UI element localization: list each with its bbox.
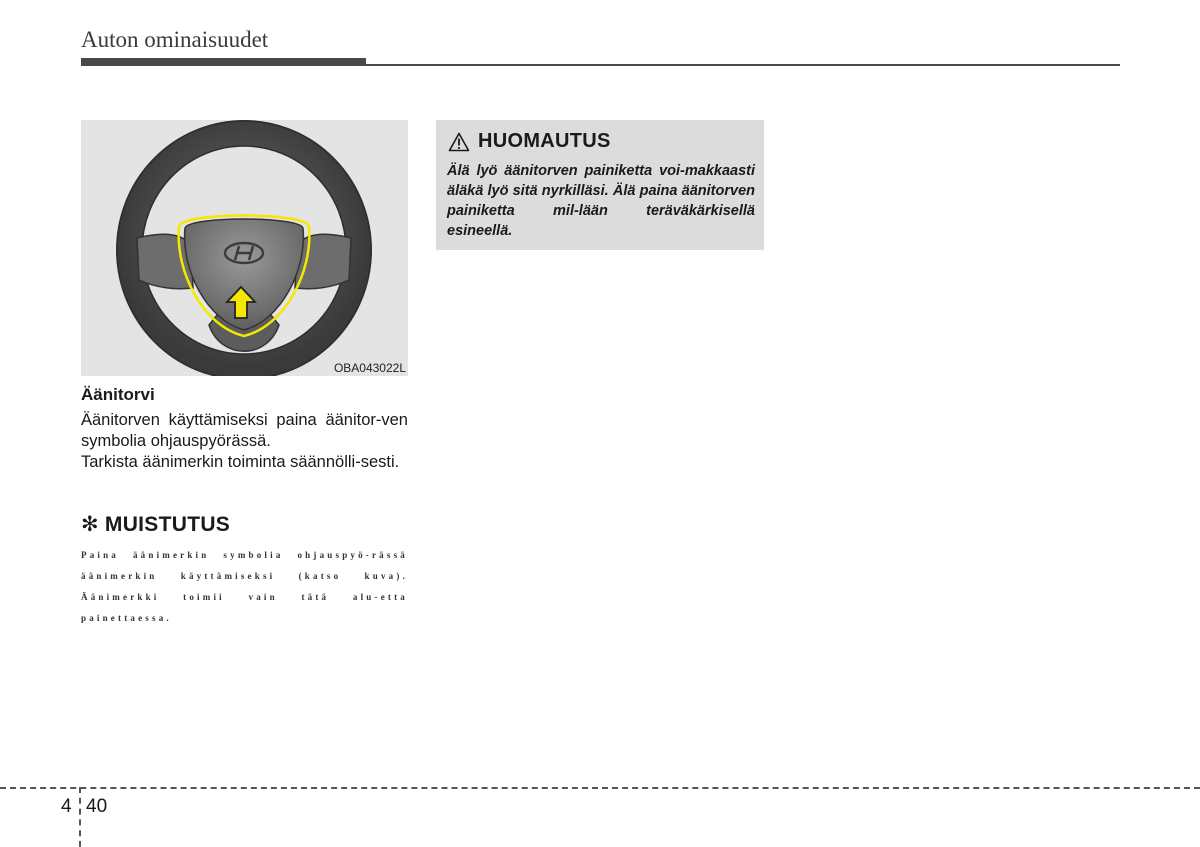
- horn-heading: Äänitorvi: [81, 385, 155, 404]
- muistutus-heading: [81, 512, 408, 537]
- header-rule-thin: [366, 64, 1120, 66]
- horn-paragraph-2: Tarkista äänimerkin toiminta säännölli-sesti.: [81, 453, 400, 471]
- asterisk-icon: ✻: [81, 513, 99, 536]
- notice-header: [448, 130, 611, 153]
- steering-wheel-illustration: [81, 120, 408, 376]
- header-rule-thick: [81, 58, 366, 66]
- muistutus-title: MUISTUTUS: [104, 513, 231, 536]
- horn-paragraph-1: Äänitorven käyttämiseksi paina äänitor-ven symbolia ohjauspyörässä.: [81, 411, 408, 450]
- notice-box: [436, 120, 764, 250]
- chapter-number: 4: [61, 796, 72, 817]
- page-header-title: Auton ominaisuudet: [81, 27, 269, 52]
- notice-text: Älä lyö äänitorven painiketta voi-makkaasti äläkä lyö sitä nyrkilläsi. Älä paina äänitorven painiketta mil-lään teräväkärkisellä esineellä.: [447, 163, 755, 239]
- page-number: 40: [86, 796, 108, 817]
- footer-vertical-divider: [79, 787, 81, 847]
- footer-divider: [0, 787, 1200, 789]
- steering-wheel-figure: [81, 120, 408, 376]
- figure-code: OBA043022L: [333, 361, 406, 375]
- warning-triangle-icon: [448, 132, 470, 152]
- notice-title: HUOMAUTUS: [478, 130, 611, 152]
- muistutus-text: Paina äänimerkin symbolia ohjauspyö-rässä äänimerkin käyttämiseksi (katso kuva). Äänimerkki toimii vain tätä alu-etta painettaessa.: [81, 550, 408, 623]
